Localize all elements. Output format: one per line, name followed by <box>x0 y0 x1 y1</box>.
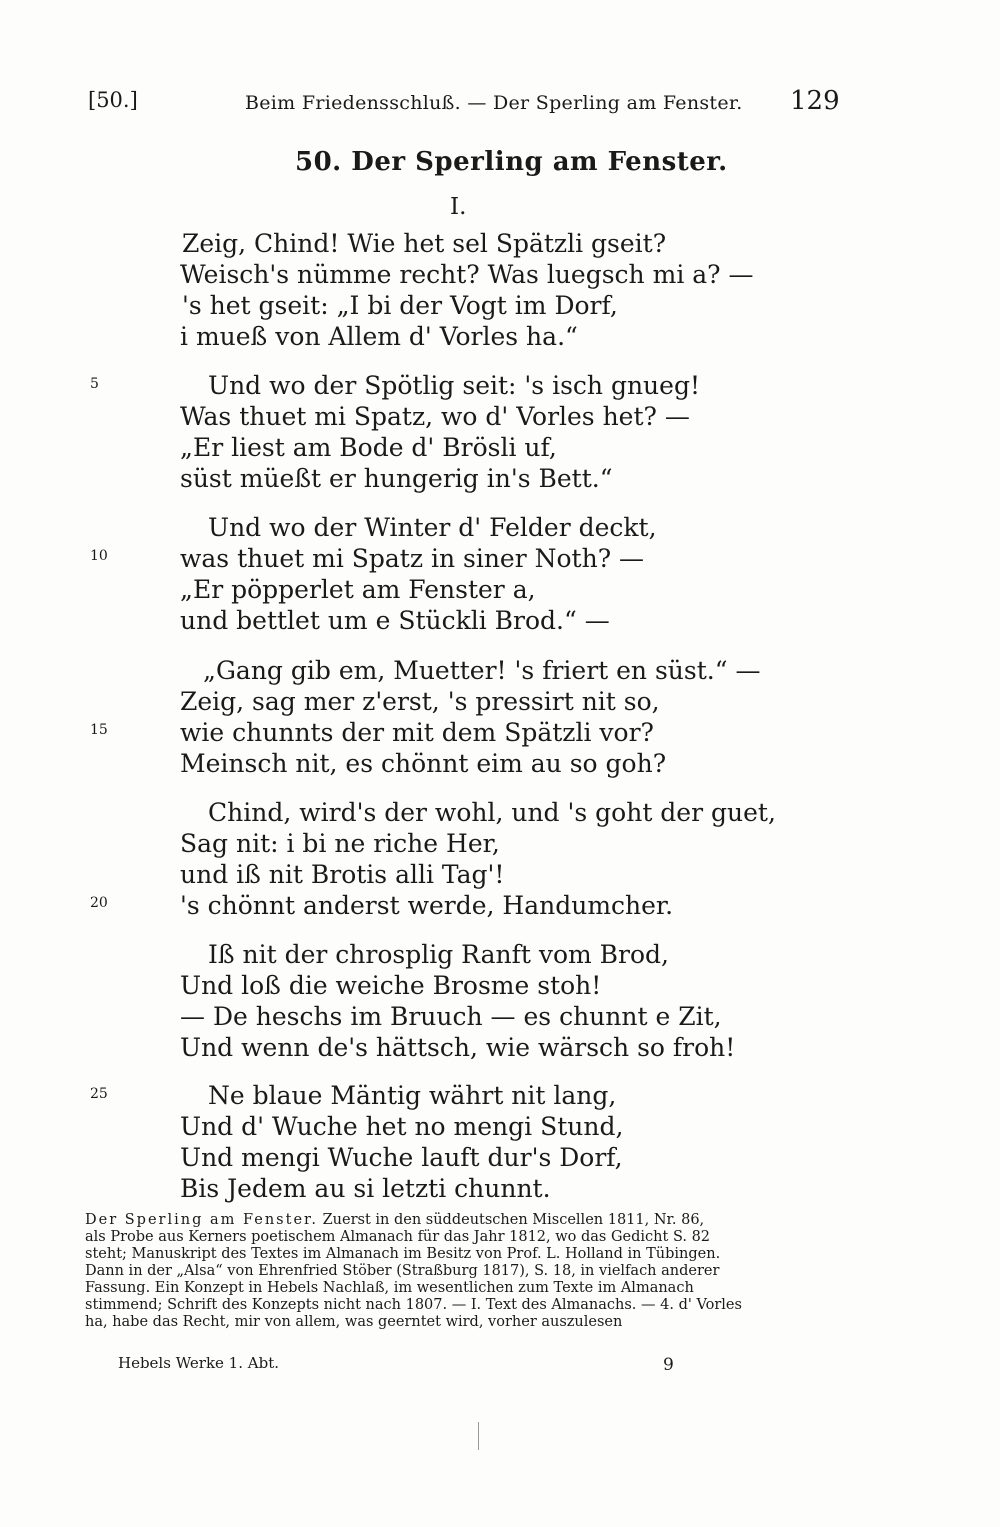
running-title: Beim Friedensschluß. — Der Sperling am Fenster. <box>245 92 743 114</box>
verse-line: Und wo der Spötlig seit: 's isch gnueg! <box>208 371 700 400</box>
verse-line: Meinsch nit, es chönnt eim au so goh? <box>180 749 667 778</box>
verse-line: Und d' Wuche het no mengi Stund, <box>180 1112 624 1141</box>
verse-line: 's het gseit: „I bi der Vogt im Dorf, <box>182 291 618 320</box>
verse-line: Ne blaue Mäntig währt nit lang, <box>208 1081 617 1110</box>
sheet-signature-number: 9 <box>663 1355 674 1375</box>
footnote <box>85 1212 825 1331</box>
verse-line: Und mengi Wuche lauft dur's Dorf, <box>180 1143 623 1172</box>
verse-line: „Gang gib em, Muetter! 's friert en süst.“ — <box>203 656 761 685</box>
line-number: 25 <box>90 1086 108 1102</box>
footnote-line: Dann in der „Alsa“ von Ehrenfried Stöber (Straßburg 1817), S. 18, in vielfach anderer <box>85 1263 720 1279</box>
verse-line: süst müeßt er hungerig in's Bett.“ <box>180 464 613 493</box>
line-number: 5 <box>90 376 99 392</box>
header-bracket-number: [50.] <box>88 88 138 112</box>
verse-line: 's chönnt anderst werde, Handumcher. <box>180 891 674 920</box>
verse-line: „Er liest am Bode d' Brösli uf, <box>180 433 557 462</box>
footnote-line: als Probe aus Kerners poetischem Almanach für das Jahr 1812, wo das Gedicht S. 82 <box>85 1229 711 1245</box>
footnote-lead: Der Sperling am Fenster. <box>85 1212 318 1228</box>
verse-line: Iß nit der chrosplig Ranft vom Brod, <box>208 940 669 969</box>
verse-line: „Er pöpperlet am Fenster a, <box>180 575 536 604</box>
poem-title: 50. Der Sperling am Fenster. <box>295 147 728 177</box>
page-number: 129 <box>790 86 840 116</box>
verse-line: Und wo der Winter d' Felder deckt, <box>208 513 657 542</box>
footnote-line <box>85 1212 825 1229</box>
footnote-line: Fassung. Ein Konzept in Hebels Nachlaß, im wesentlichen zum Texte im Almanach <box>85 1280 694 1296</box>
line-number: 15 <box>90 722 108 738</box>
sheet-signature: Hebels Werke 1. Abt. <box>118 1354 279 1372</box>
verse-line: Und wenn de's hättsch, wie wärsch so froh! <box>180 1033 736 1062</box>
line-number: 20 <box>90 895 108 911</box>
verse-line: was thuet mi Spatz in siner Noth? — <box>180 544 645 573</box>
verse-line: Chind, wird's der wohl, und 's goht der guet, <box>208 798 776 827</box>
verse-line: — De heschs im Bruuch — es chunnt e Zit, <box>180 1002 722 1031</box>
verse-line: i mueß von Allem d' Vorles ha.“ <box>180 322 578 351</box>
verse-line: Zeig, Chind! Wie het sel Spätzli gseit? <box>182 229 667 258</box>
verse-line: Weisch's nümme recht? Was luegsch mi a? — <box>180 260 754 289</box>
poem-part-number: I. <box>450 194 467 220</box>
verse-line: und bettlet um e Stückli Brod.“ — <box>180 606 610 635</box>
verse-line: wie chunnts der mit dem Spätzli vor? <box>180 718 654 747</box>
verse-line: Sag nit: i bi ne riche Her, <box>180 829 500 858</box>
verse-line: Zeig, sag mer z'erst, 's pressirt nit so, <box>180 687 660 716</box>
verse-line: Bis Jedem au si letzti chunnt. <box>180 1174 551 1203</box>
fold-mark <box>478 1422 479 1450</box>
verse-line: Was thuet mi Spatz, wo d' Vorles het? — <box>180 402 690 431</box>
footnote-text: Zuerst in den süddeutschen Miscellen 1811, Nr. 86, <box>322 1212 705 1228</box>
footnote-line: ha, habe das Recht, mir von allem, was geerntet wird, vorher auszulesen <box>85 1314 623 1330</box>
footnote-line: stimmend; Schrift des Konzepts nicht nach 1807. — I. Text des Almanachs. — 4. d' Vorles <box>85 1297 742 1313</box>
footnote-line: steht; Manuskript des Textes im Almanach im Besitz von Prof. L. Holland in Tübingen. <box>85 1246 721 1262</box>
line-number: 10 <box>90 548 108 564</box>
verse-line: Und loß die weiche Brosme stoh! <box>180 971 602 1000</box>
verse-line: und iß nit Brotis alli Tag'! <box>180 860 505 889</box>
